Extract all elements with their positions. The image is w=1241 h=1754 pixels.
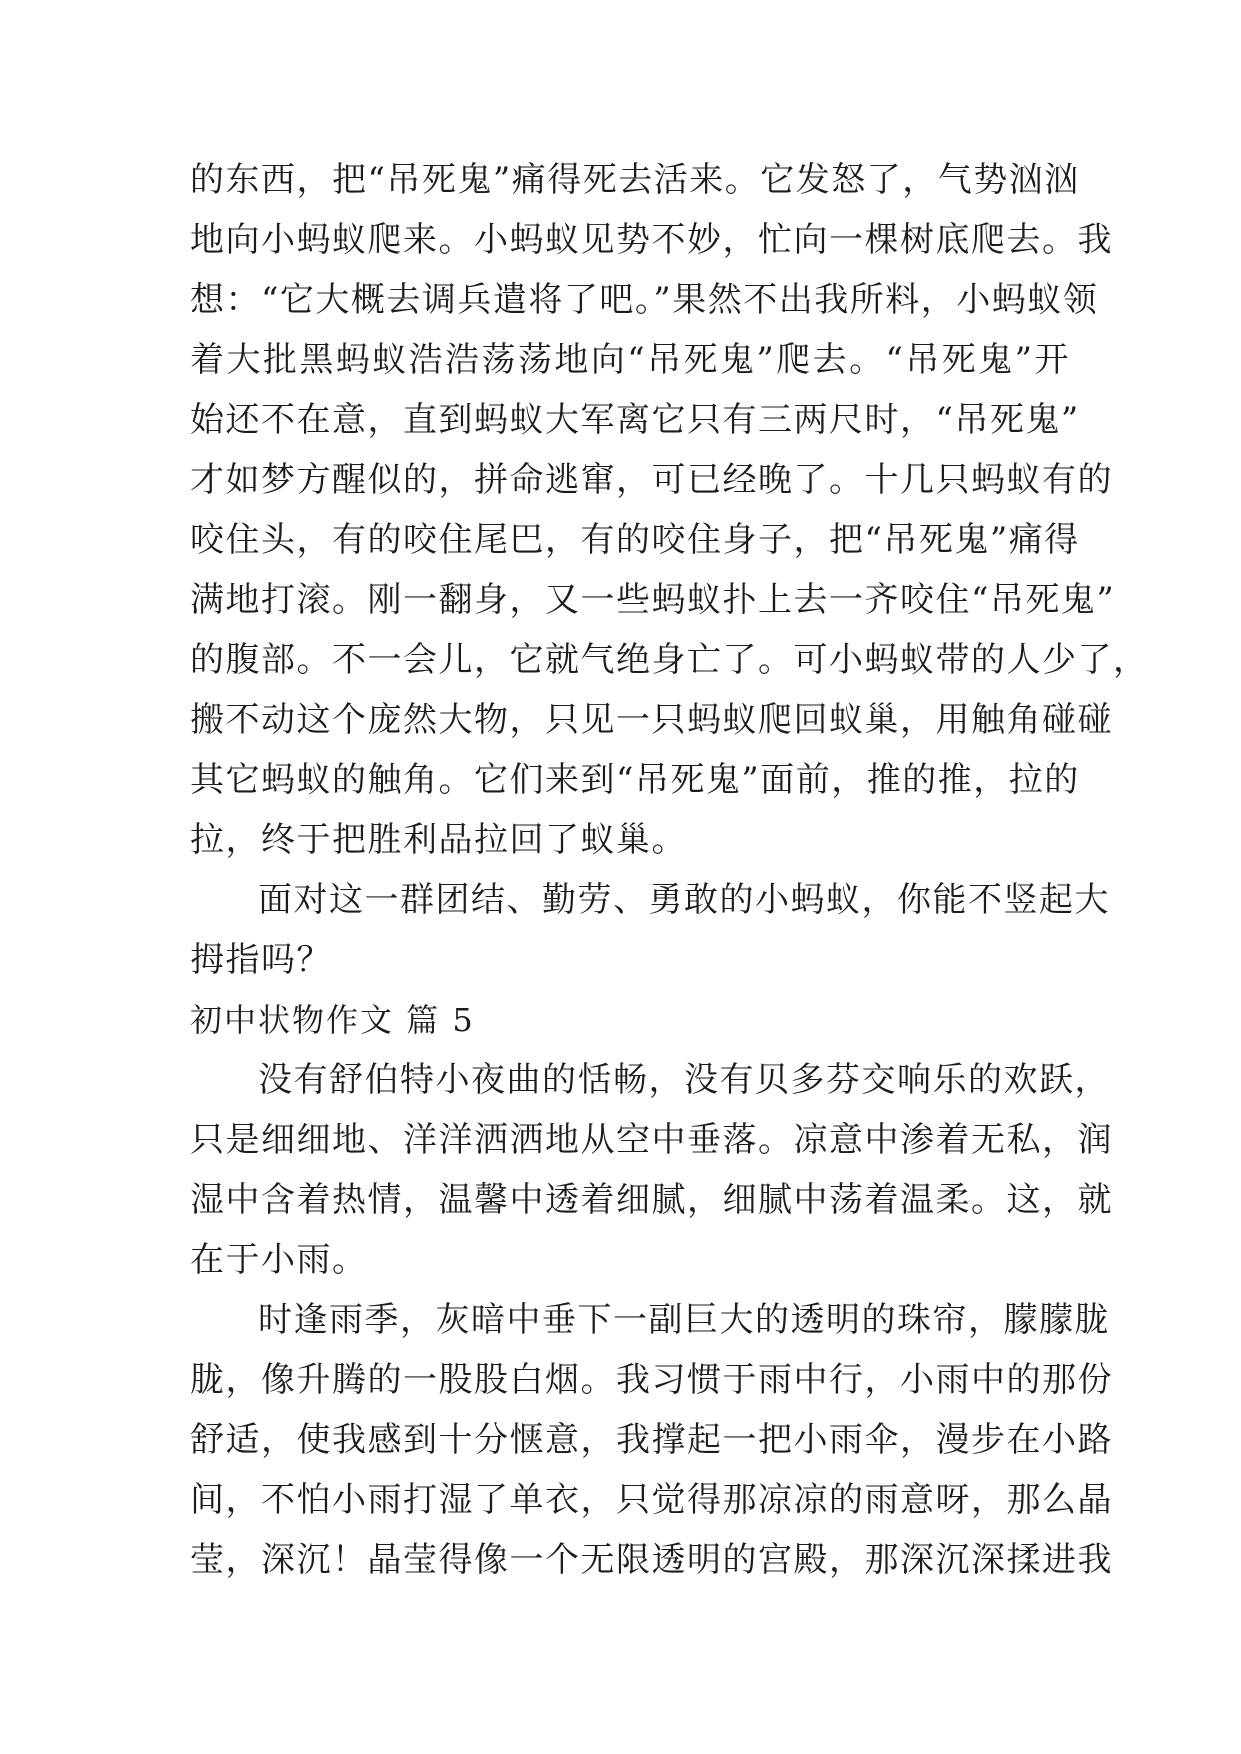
text-line: 拇指吗？ <box>190 940 332 980</box>
text-line: 其它蚂蚁的触角。它们来到“吊死鬼”面前，推的推，拉的 <box>190 760 1080 800</box>
text-line: 才如梦方醒似的，拼命逃窜，可已经晚了。十几只蚂蚁有的 <box>190 460 1113 500</box>
section-heading: 初中状物作文 篇 5 <box>190 1001 475 1039</box>
paragraph <box>190 1290 1113 1590</box>
text-line: 在于小雨。 <box>190 1240 368 1280</box>
paragraph <box>190 870 1110 990</box>
text-line: 间，不怕小雨打湿了单衣，只觉得那凉凉的雨意呀，那么晶 <box>190 1480 1113 1520</box>
text-line: 满地打滚。刚一翻身，又一些蚂蚁扑上去一齐咬住“吊死鬼” <box>190 580 1116 620</box>
text-line: 只是细细地、洋洋洒洒地从空中垂落。凉意中渗着无私，润 <box>190 1120 1113 1160</box>
text-line: 想：“它大概去调兵遣将了吧。”果然不出我所料，小蚂蚁领 <box>190 280 1099 320</box>
text-line: 舒适，使我感到十分惬意，我撑起一把小雨伞，漫步在小路 <box>190 1420 1113 1460</box>
text-line: 着大批黑蚂蚁浩浩荡荡地向“吊死鬼”爬去。“吊死鬼”开 <box>190 340 1070 380</box>
text-line: 胧，像升腾的一股股白烟。我习惯于雨中行，小雨中的那份 <box>190 1360 1113 1400</box>
text-line: 面对这一群团结、勤劳、勇敢的小蚂蚁，你能不竖起大 <box>258 880 1110 920</box>
text-line: 湿中含着热情，温馨中透着细腻，细腻中荡着温柔。这，就 <box>190 1180 1113 1220</box>
text-line: 的腹部。不一会儿，它就气绝身亡了。可小蚂蚁带的人少了， <box>190 640 1149 680</box>
text-line: 拉，终于把胜利品拉回了蚁巢。 <box>190 820 687 860</box>
text-line: 地向小蚂蚁爬来。小蚂蚁见势不妙，忙向一棵树底爬去。我 <box>190 220 1113 260</box>
text-line: 始还不在意，直到蚂蚁大军离它只有三两尺时，“吊死鬼” <box>190 400 1080 440</box>
text-line: 的东西，把“吊死鬼”痛得死去活来。它发怒了，气势汹汹 <box>190 160 1080 200</box>
text-line: 搬不动这个庞然大物，只见一只蚂蚁爬回蚁巢，用触角碰碰 <box>190 700 1113 740</box>
paragraph <box>190 150 1149 870</box>
paragraph <box>190 1050 1113 1290</box>
text-line: 咬住头，有的咬住尾巴，有的咬住身子，把“吊死鬼”痛得 <box>190 520 1080 560</box>
article-body <box>190 150 1149 1590</box>
text-line: 没有舒伯特小夜曲的恬畅，没有贝多芬交响乐的欢跃， <box>258 1060 1110 1100</box>
text-line: 莹，深沉！晶莹得像一个无限透明的宫殿，那深沉深揉进我 <box>190 1540 1113 1580</box>
text-line: 时逢雨季，灰暗中垂下一副巨大的透明的珠帘，朦朦胧 <box>258 1300 1110 1340</box>
